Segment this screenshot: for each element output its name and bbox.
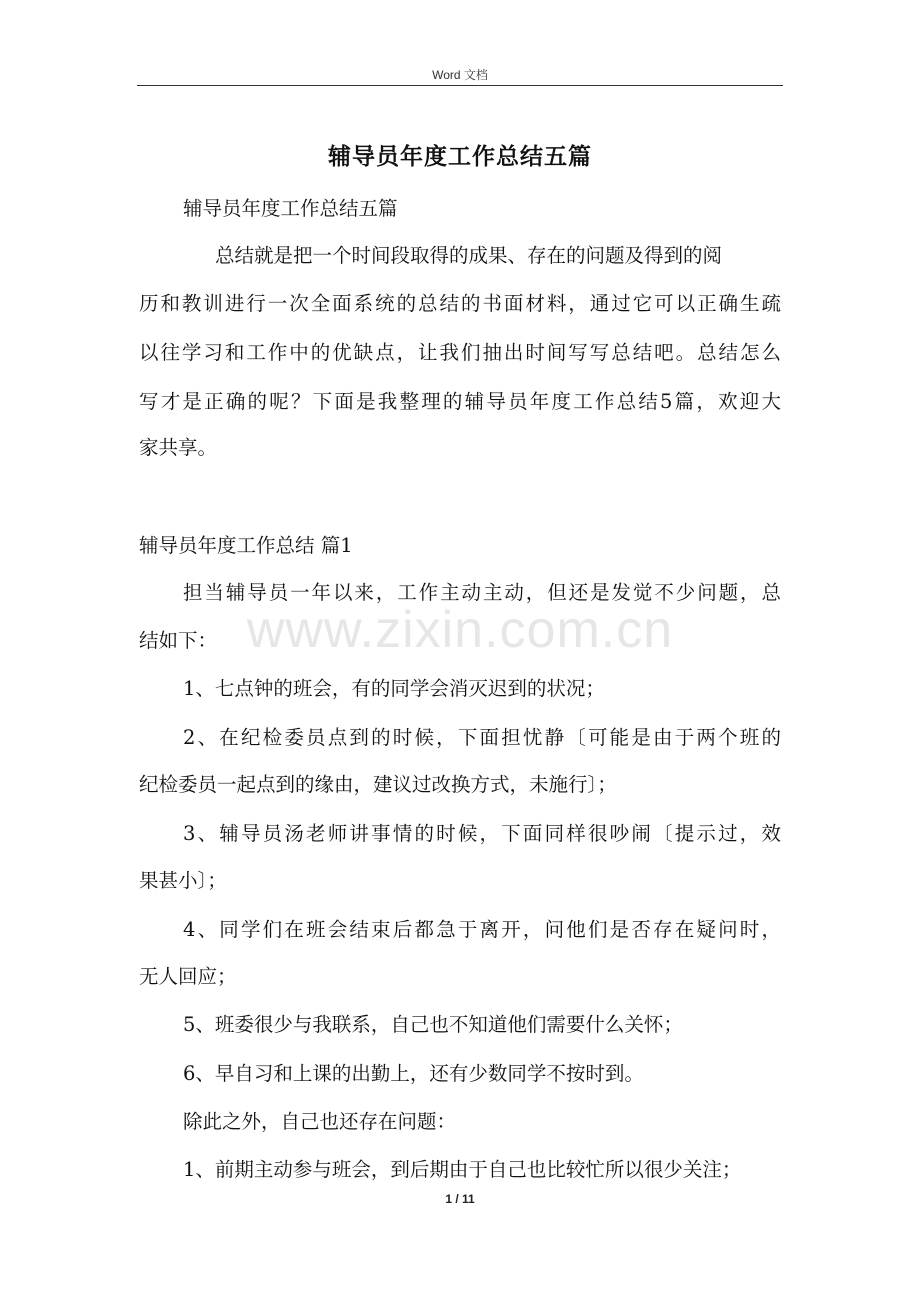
header-label: Word 文档 — [432, 68, 488, 82]
body-line: 纪检委员一起点到的缘由，建议过改换方式，未施行〕； — [139, 773, 617, 796]
document-subtitle: 辅导员年度工作总结五篇 — [183, 197, 398, 220]
body-line: 6、早自习和上课的出勤上，还有少数同学不按时到。 — [183, 1062, 644, 1085]
header-divider — [137, 85, 783, 86]
body-line: 3、辅导员汤老师讲事情的时候，下面同样很吵闹〔提示过，效 — [183, 822, 781, 845]
intro-line: 家共享。 — [139, 436, 218, 459]
body-line: 5、班委很少与我联系，自己也不知道他们需要什么关怀； — [183, 1013, 683, 1036]
body-line: 结如下： — [139, 629, 218, 652]
body-line: 1、前期主动参与班会，到后期由于自己也比较忙所以很少关注； — [183, 1158, 742, 1181]
document-title: 辅导员年度工作总结五篇 — [328, 143, 592, 170]
intro-line: 总结就是把一个时间段取得的成果、存在的问题及得到的阅 — [215, 244, 723, 267]
body-line: 果甚小〕； — [139, 869, 227, 892]
body-line: 1、七点钟的班会，有的同学会消灭迟到的状况； — [183, 677, 605, 700]
body-line: 担当辅导员一年以来，工作主动主动，但还是发觉不少问题，总 — [183, 581, 781, 604]
body-line: 2、在纪检委员点到的时候，下面担忧静〔可能是由于两个班的 — [183, 726, 781, 749]
body-line: 4、同学们在班会结束后都急于离开，问他们是否存在疑问时， — [183, 918, 781, 941]
body-line: 无人回应； — [139, 965, 237, 988]
page-indicator: 1 / 11 — [445, 1192, 475, 1206]
watermark: www.zixin.com.cn — [246, 601, 674, 659]
body-line: 除此之外，自己也还存在问题： — [183, 1110, 457, 1133]
intro-line: 写才是正确的呢？下面是我整理的辅导员年度工作总结5篇，欢迎大 — [139, 390, 781, 413]
intro-line: 以往学习和工作中的优缺点，让我们抽出时间写写总结吧。总结怎么 — [139, 341, 781, 364]
section-heading: 辅导员年度工作总结 篇1 — [139, 534, 353, 557]
intro-line: 历和教训进行一次全面系统的总结的书面材料，通过它可以正确生疏 — [139, 292, 781, 315]
